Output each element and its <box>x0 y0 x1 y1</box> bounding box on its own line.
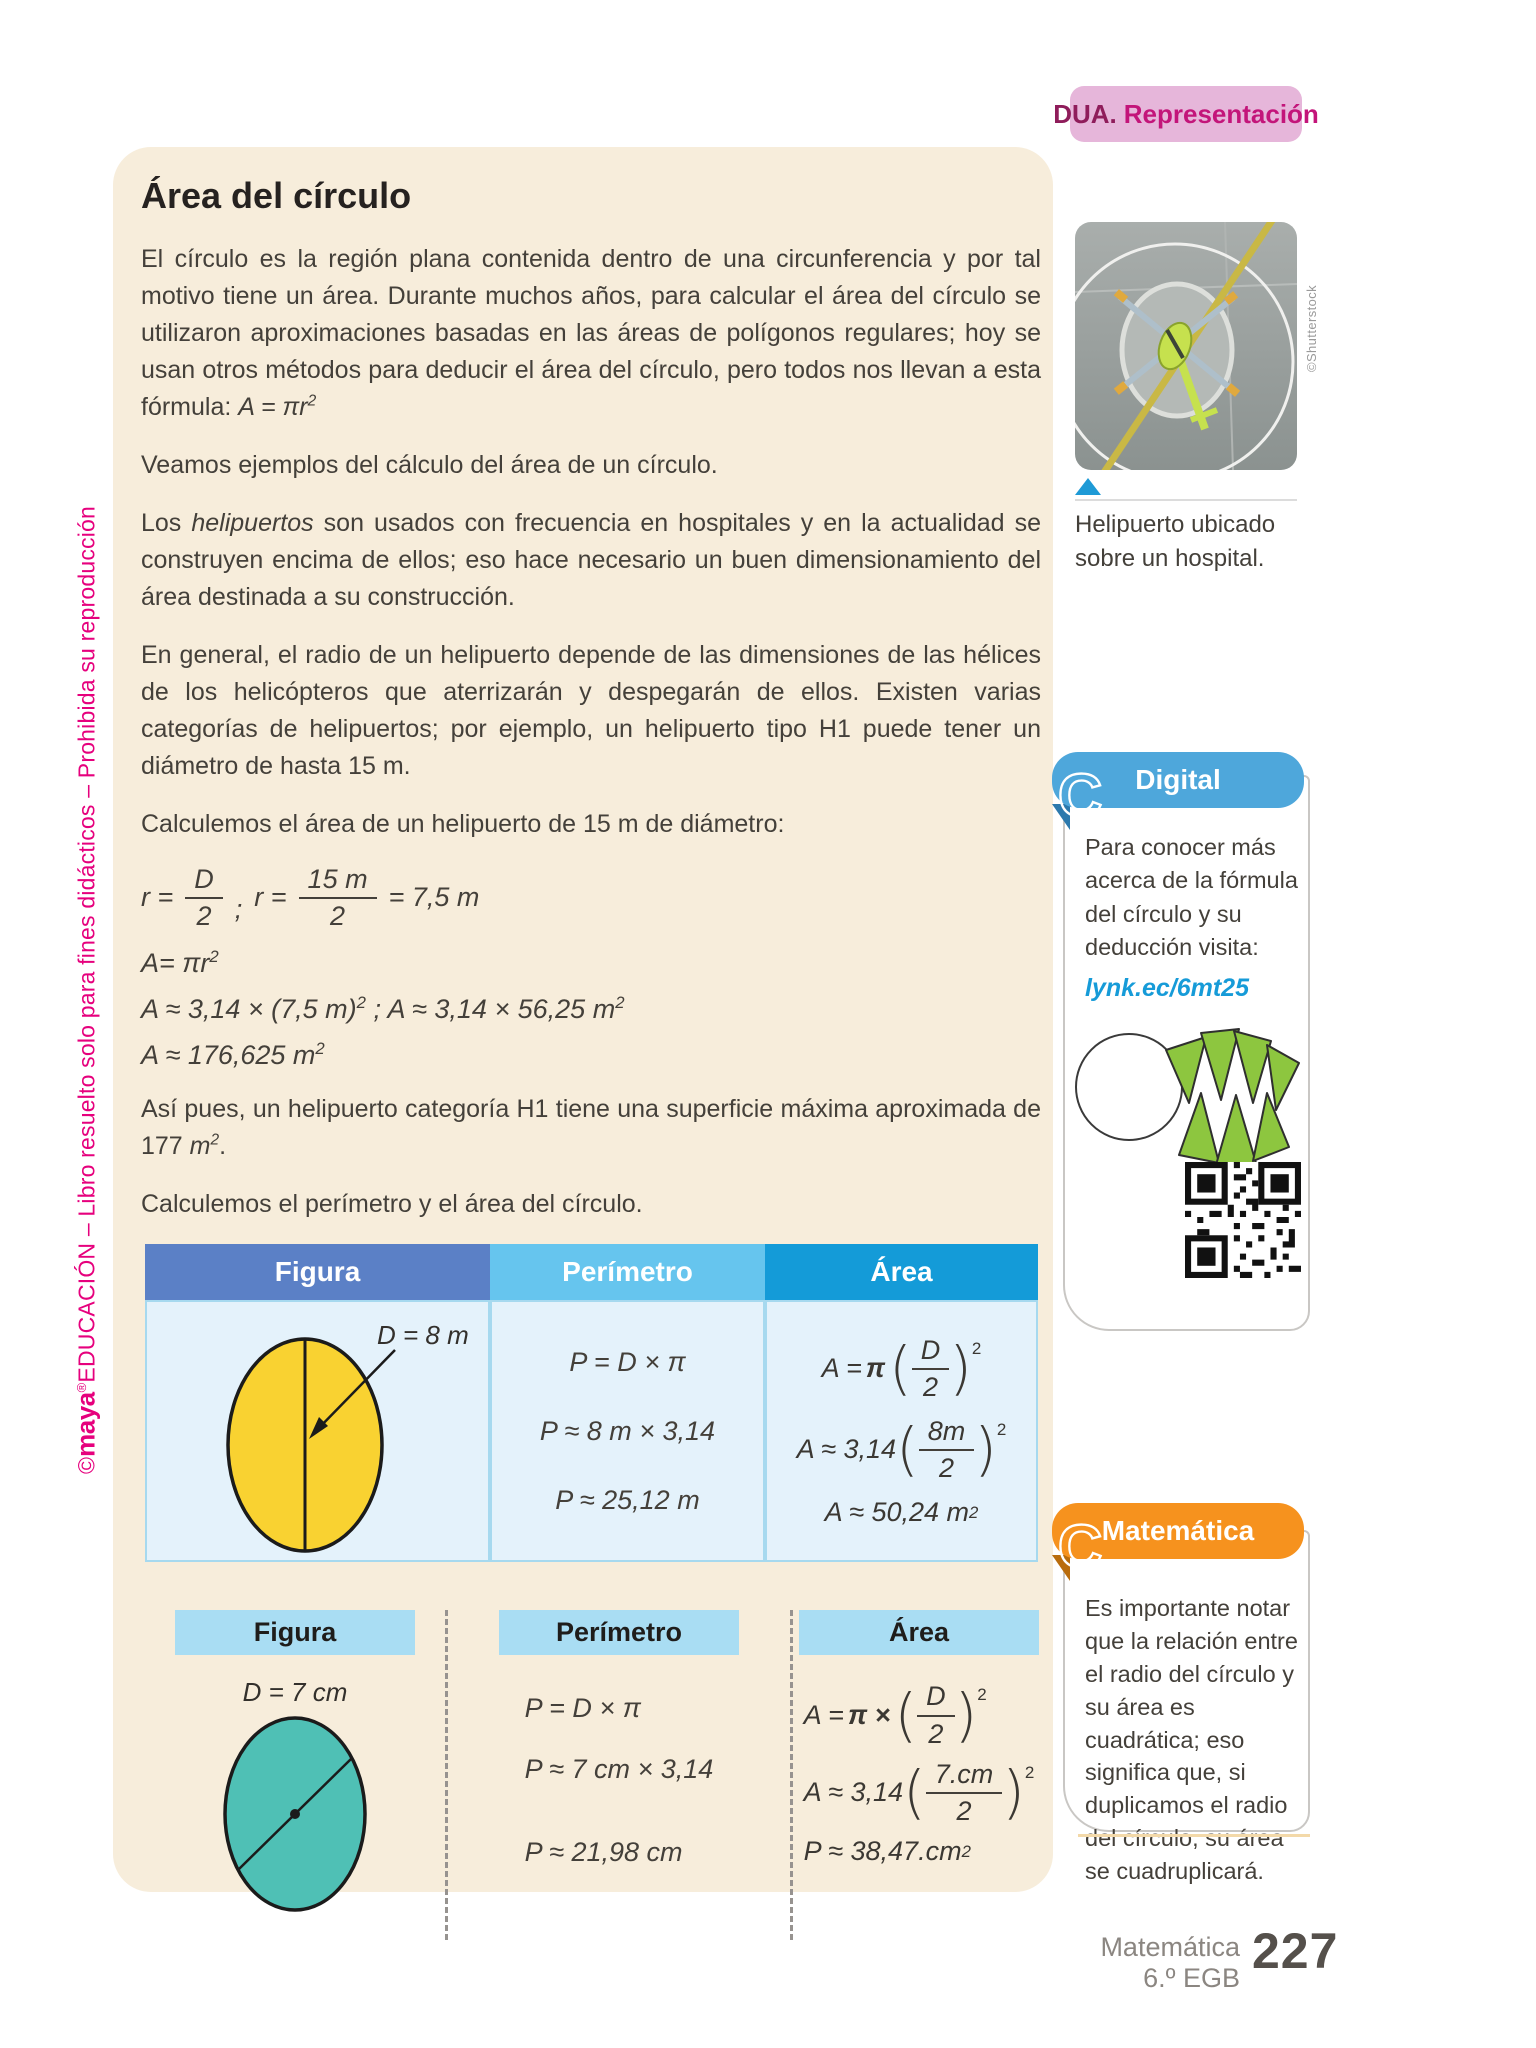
matematica-text: Es importante notar que la relación entre el radio del círculo y su área es cuadrática; eso significa que, si duplicamos el radio del círculo, su área se cuadruplicará. <box>1085 1595 1298 1885</box>
table-header-perimetro: Perímetro <box>490 1244 765 1300</box>
table-header-figura: Figura <box>145 1244 490 1300</box>
diameter-label: D = 8 m <box>377 1320 469 1351</box>
formula-text: ; A ≈ 3,14 × 56,25 m <box>365 994 616 1025</box>
exercise-section <box>145 1610 1041 1940</box>
formula-text: P ≈ 38,47.cm <box>803 1836 962 1867</box>
exponent: 2 <box>977 1685 987 1705</box>
formula-text: A ≈ 3,14 <box>803 1777 904 1808</box>
close-paren: ) <box>949 1333 972 1402</box>
exponent: 2 <box>307 392 317 410</box>
copyright-text: EDUCACIÓN – Libro resuelto solo para fines didácticos – Prohibida su reproducción <box>73 505 100 1383</box>
matematica-underline <box>1078 1834 1310 1837</box>
helipad-photo <box>1075 222 1297 470</box>
open-paren: ( <box>903 1758 926 1827</box>
area-cell <box>765 1300 1038 1562</box>
registered-symbol: ® <box>73 1382 89 1393</box>
digital-text: Para conocer más acerca de la fórmula del círculo y su deducción visita: <box>1085 834 1298 961</box>
text-run: son usados con frecuencia en hospitales y en la actualidad se construyen encima de ellos; eso hace necesario un buen dimensionamiento del área destinada a su construcción. <box>141 509 1041 611</box>
denominator: 2 <box>923 1371 939 1402</box>
c-logo-icon <box>1056 758 1112 832</box>
fraction-15m-2 <box>299 864 377 931</box>
exercise-figure-column <box>145 1610 445 1940</box>
exponent: 2 <box>971 1338 982 1358</box>
exercise-header-figura: Figura <box>175 1610 415 1655</box>
intro-text: El círculo es la región plana contenida dentro de una circunferencia y por tal motivo tiene un área. Durante muchos años, para calcular el área del círculo se utilizaron aproximaciones basadas en las áreas de polígonos regulares; hoy se usan otros métodos para deducir el área del círculo, pero todos nos llevan a esta fórmula: <box>141 245 1041 421</box>
page-number: 227 <box>1252 1923 1339 1979</box>
numerator: 7.cm <box>926 1759 1003 1794</box>
footer-subject-name: Matemática <box>1100 1932 1240 1962</box>
pi-symbol: π × <box>847 1699 891 1730</box>
dua-label: Representación <box>1123 98 1319 129</box>
denominator: 2 <box>938 1453 954 1484</box>
close-paren: ) <box>974 1415 997 1484</box>
exponent: 2 <box>210 1132 220 1150</box>
exercise-header-perimetro: Perímetro <box>499 1610 739 1655</box>
diameter-label: D = 7 cm <box>242 1677 348 1708</box>
dua-prefix: DUA. <box>1053 98 1117 129</box>
perimeter-line: P ≈ 25,12 m <box>555 1484 700 1515</box>
caption-divider <box>1075 499 1297 501</box>
fraction <box>926 1759 1003 1826</box>
r-equals: r = <box>254 882 287 913</box>
close-paren: ) <box>1002 1758 1025 1827</box>
exponent: 2 <box>969 1502 979 1522</box>
open-paren: ( <box>896 1415 919 1484</box>
footer-grade: 6.º EGB <box>1143 1963 1240 1994</box>
unit: m <box>189 1132 211 1161</box>
exponent: 2 <box>996 1419 1007 1439</box>
exercise-header-area: Área <box>799 1610 1039 1655</box>
footer-subject <box>1040 1932 1240 1994</box>
page-title: Área del círculo <box>141 175 412 216</box>
close-paren: ) <box>954 1680 978 1749</box>
text-run: Así pues, un helipuerto categoría H1 tiene una superficie máxima aproximada de 177 <box>141 1095 1041 1161</box>
photo-caption: Helipuerto ubicado sobre un hospital. <box>1075 511 1276 572</box>
figure-cell <box>145 1300 490 1562</box>
paragraph-conclusion <box>141 1091 1041 1165</box>
digital-link[interactable]: lynk.ec/6mt25 <box>1085 974 1249 1003</box>
digital-box <box>1063 775 1310 1331</box>
fraction <box>917 1681 955 1748</box>
open-paren: ( <box>894 1680 918 1749</box>
perimeter-line: P ≈ 8 m × 3,14 <box>539 1415 716 1446</box>
svg-text:C: C <box>1057 1512 1103 1582</box>
fraction <box>912 1335 950 1402</box>
area-result <box>804 1836 971 1867</box>
paragraph-intro <box>141 241 1041 426</box>
circle-sectors-diagram <box>1071 1015 1303 1167</box>
fraction-d-2 <box>185 864 223 931</box>
area-result <box>825 1497 979 1528</box>
area-formula-symbolic <box>804 1681 987 1748</box>
area-formula-line3 <box>141 1039 1041 1071</box>
perimeter-line: P = D × π <box>524 1693 641 1724</box>
exercise-area-column <box>790 1610 1045 1940</box>
area-formula-symbolic <box>822 1335 982 1402</box>
perimeter-line: P ≈ 21,98 cm <box>524 1837 683 1868</box>
r-result: = 7,5 m <box>388 882 480 913</box>
matematica-title: Matemática <box>1101 1515 1255 1546</box>
denominator: 2 <box>330 901 346 932</box>
formula-text: A ≈ 3,14 × (7,5 m) <box>141 994 357 1025</box>
area-formula-line1 <box>141 947 1041 979</box>
formula-text: A = <box>821 1352 862 1383</box>
exercise-perimeter-column <box>445 1610 790 1940</box>
paragraph-radius: En general, el radio de un helipuerto depende de las dimensiones de las hélices de los helicópteros que aterrizarán y despegarán de ellos. Existen varias categorías de helipuertos; por ejemplo, un helipuerto tipo H1 puede tener un diámetro de hasta 15 m. <box>141 641 1041 780</box>
exponent: 2 <box>209 947 219 967</box>
numerator: 15 m <box>299 864 377 899</box>
perimeter-line: P = D × π <box>569 1346 686 1377</box>
separator: ; <box>234 894 243 925</box>
vertical-copyright <box>71 506 102 1474</box>
pi-symbol: π <box>865 1352 886 1383</box>
dua-banner <box>1053 86 1319 142</box>
denominator: 2 <box>196 901 212 932</box>
formula-text: A= πr <box>141 948 210 979</box>
perimeter-cell <box>490 1300 765 1562</box>
paragraph-calc-intro: Calculemos el área de un helipuerto de 15 m de diámetro: <box>141 810 785 838</box>
text-run: Los <box>141 509 192 537</box>
numerator: D <box>185 864 223 899</box>
area-formula-line2 <box>141 993 1041 1025</box>
area-formula-numeric <box>804 1759 1035 1826</box>
denominator: 2 <box>928 1718 944 1749</box>
paragraph-heliports <box>141 505 1041 616</box>
radius-formula <box>141 864 1041 931</box>
qr-code <box>1185 1162 1301 1278</box>
exponent: 2 <box>315 1039 325 1059</box>
numerator: 8m <box>919 1416 975 1451</box>
circle-table <box>145 1244 1041 1562</box>
area-formula-inline: A = πr <box>238 393 308 421</box>
c-logo-icon <box>1056 1509 1112 1583</box>
publisher-logo: maya <box>70 1392 101 1457</box>
text-run: . <box>219 1132 227 1161</box>
table-header-area: Área <box>765 1244 1038 1300</box>
main-panel <box>113 147 1053 1892</box>
circle-diagram-7cm <box>165 1714 425 1919</box>
paragraph-examples: Veamos ejemplos del cálculo del área de un círculo. <box>141 451 718 479</box>
copyright-symbol: © <box>73 1456 100 1475</box>
paragraph-table-intro: Calculemos el perímetro y el área del círculo. <box>141 1190 643 1219</box>
svg-text:C: C <box>1057 761 1103 831</box>
caption-triangle-icon <box>1075 478 1101 495</box>
open-paren: ( <box>889 1333 912 1402</box>
r-equals: r = <box>141 882 174 913</box>
italic-term: helipuertos <box>191 509 314 537</box>
numerator: D <box>912 1335 950 1370</box>
denominator: 2 <box>956 1796 972 1827</box>
fraction <box>919 1416 975 1483</box>
formula-text: A ≈ 50,24 m <box>824 1497 970 1528</box>
photo-credit: ©Shutterstock <box>1304 284 1319 372</box>
exponent: 2 <box>1024 1762 1035 1782</box>
numerator: D <box>917 1681 955 1716</box>
digital-title: Digital <box>1135 764 1221 795</box>
formula-text: A ≈ 3,14 <box>796 1434 897 1465</box>
formula-text: A = <box>803 1699 844 1730</box>
area-formula-numeric <box>797 1416 1007 1483</box>
perimeter-line: P ≈ 7 cm × 3,14 <box>524 1754 714 1785</box>
exponent: 2 <box>961 1841 971 1861</box>
formula-text: A ≈ 176,625 m <box>141 1040 316 1071</box>
exponent: 2 <box>356 993 366 1013</box>
exponent: 2 <box>615 993 625 1013</box>
